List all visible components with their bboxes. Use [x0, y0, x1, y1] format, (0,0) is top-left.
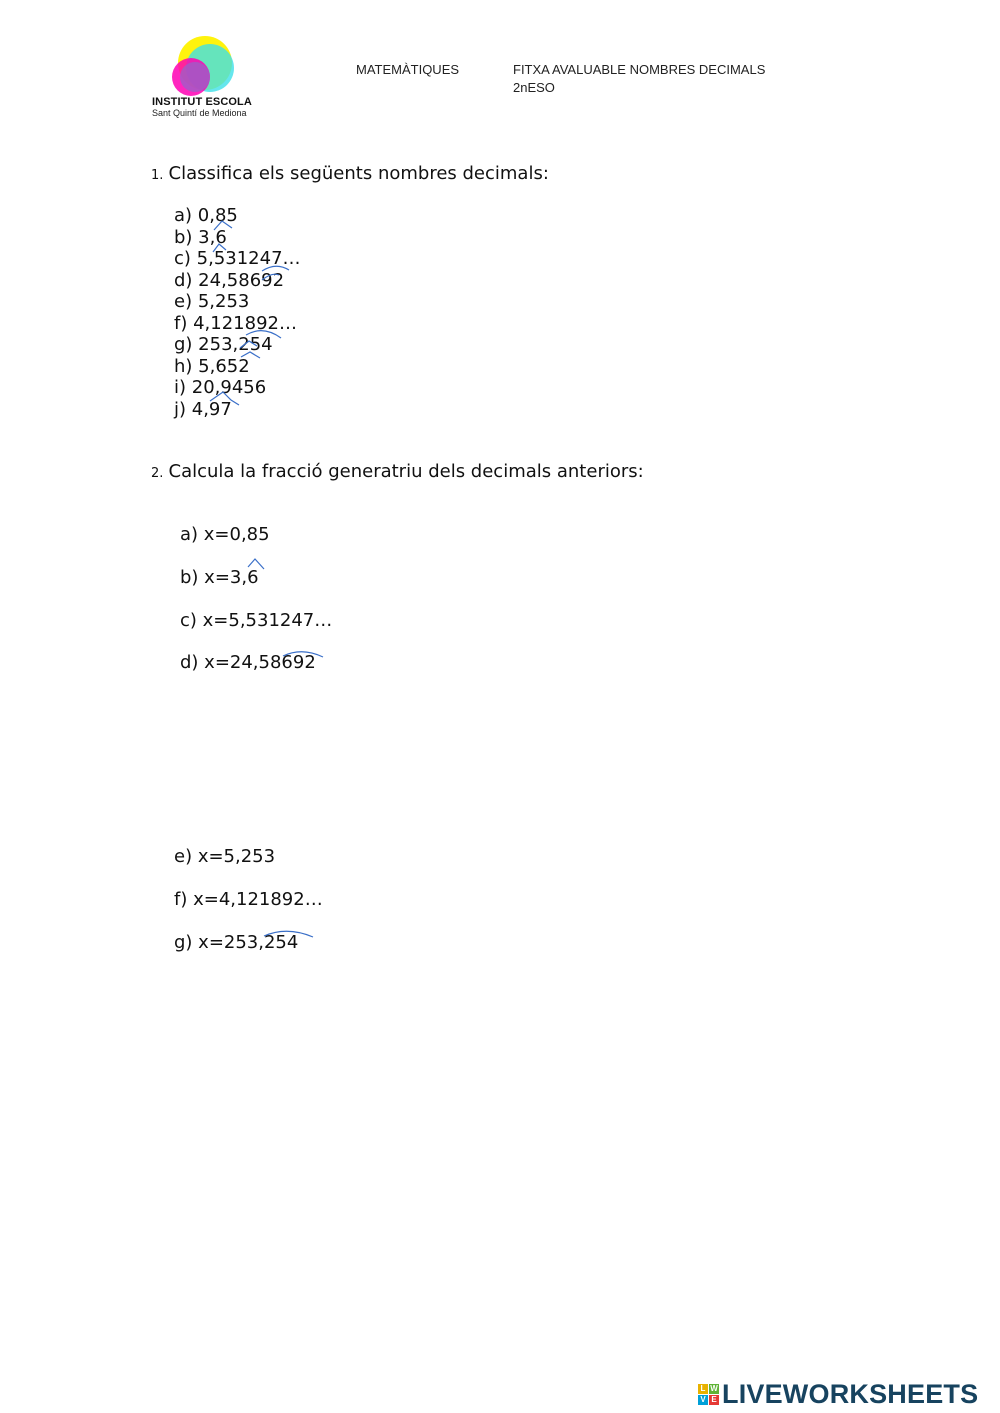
header-level: 2nESO — [513, 80, 555, 95]
answer-line-c: c) x=5,531247… — [180, 610, 333, 631]
question-1-list — [174, 205, 301, 420]
list-item: g) 253,254 — [174, 334, 273, 355]
liveworksheets-brand — [698, 1379, 978, 1409]
icon-letter: W — [710, 1384, 718, 1393]
question-1-text: Classifica els següents nombres decimals: — [168, 163, 549, 184]
logo-purple-circle — [180, 62, 210, 92]
logo-school-subtitle: Sant Quintí de Mediona — [152, 108, 247, 118]
school-logo — [150, 34, 270, 124]
answer-line-e: e) x=5,253 — [174, 846, 276, 867]
question-1-number: 1. — [151, 168, 164, 183]
list-item: h) 5,652 — [174, 355, 250, 377]
question-2-text: Calcula la fracció generatriu dels decimals anteriors: — [168, 461, 644, 482]
list-item: d) 24,58692 — [174, 269, 285, 291]
answer-line-b: b) x=3,6 — [180, 567, 259, 588]
header-subject: MATEMÀTIQUES — [356, 62, 460, 77]
icon-letter: E — [709, 1395, 719, 1405]
answer-line-a: a) x=0,85 — [180, 524, 270, 545]
list-item: e) 5,253 — [174, 291, 250, 312]
icon-letter: V — [698, 1395, 708, 1405]
answer-line-g: g) x=253,254 — [174, 932, 299, 953]
question-2 — [151, 461, 644, 482]
answer-line-f: f) x=4,121892… — [174, 889, 323, 910]
question-2-number: 2. — [151, 466, 164, 481]
question-1 — [151, 163, 549, 184]
logo-school-name: INSTITUT ESCOLA — [152, 96, 252, 108]
list-item: c) 5,531247… — [174, 248, 301, 269]
icon-letter: L — [698, 1384, 708, 1394]
brand-name: LIVEWORKSHEETS — [722, 1378, 979, 1409]
header-title: FITXA AVALUABLE NOMBRES DECIMALS — [513, 62, 766, 77]
answer-line-d: d) x=24,58692 — [180, 652, 316, 673]
liveworksheets-icon — [698, 1384, 719, 1405]
list-item: i) 20,9456 — [174, 377, 267, 398]
list-item: a) 0,85 — [174, 205, 238, 226]
list-item: b) 3,6 — [174, 226, 227, 248]
list-item: j) 4,97 — [174, 398, 232, 420]
list-item: f) 4,121892… — [174, 312, 297, 334]
